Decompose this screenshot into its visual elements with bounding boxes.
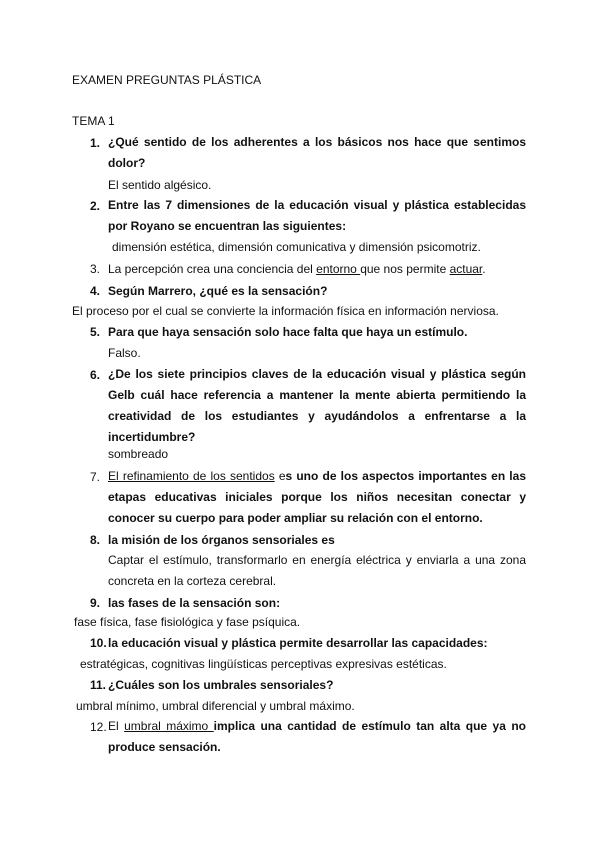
answer-text: El proceso por el cual se convierte la información física en información nerviosa.: [72, 304, 499, 318]
answer-text: dimensión estética, dimensión comunicativa y dimensión psicomotriz.: [112, 240, 481, 254]
answer-text: fase física, fase fisiológica y fase psíquica.: [74, 615, 301, 629]
item-number: 12.: [90, 720, 107, 734]
answer-text: Falso.: [108, 346, 141, 360]
answer-text: sombreado: [108, 447, 169, 461]
item-number: 1.: [90, 136, 101, 150]
statement-text: La percepción crea una conciencia del entorno que nos permite actuar.: [108, 262, 486, 276]
question-text: ¿Cuáles son los umbrales sensoriales?: [108, 678, 334, 692]
question-text: ¿De los siete principios claves de la educación visual y plástica según Gelb cuál hace referencia a mantener la mente abierta permitiendo la creatividad de los estudiantes y ayudándolos a enfrentarse a la incertidumbre?: [108, 367, 526, 444]
item-number: 10.: [90, 636, 107, 650]
underlined-term: umbral máximo: [124, 719, 214, 733]
underlined-term: actuar: [449, 262, 483, 276]
item-number: 8.: [90, 533, 101, 547]
underlined-term: El refinamiento de los sentidos: [108, 469, 275, 483]
item-number: 7.: [90, 470, 101, 484]
question-text: ¿Qué sentido de los adherentes a los básicos nos hace que sentimos dolor?: [108, 135, 526, 170]
section-heading: TEMA 1: [72, 114, 115, 128]
answer-text: Captar el estímulo, transformarlo en energía eléctrica y enviarla a una zona concreta en la corteza cerebral.: [108, 553, 526, 588]
item-number: 3.: [90, 262, 101, 276]
question-text: las fases de la sensación son:: [108, 596, 281, 610]
item-number: 4.: [90, 284, 101, 298]
answer-text: estratégicas, cognitivas lingüísticas perceptivas expresivas estéticas.: [80, 657, 447, 671]
item-number: 9.: [90, 596, 101, 610]
question-text: Entre las 7 dimensiones de la educación visual y plástica establecidas por Royano se encuentran las siguientes:: [108, 198, 526, 233]
item-number: 2.: [90, 199, 101, 213]
answer-text: El sentido algésico.: [108, 178, 212, 192]
question-text: Para que haya sensación solo hace falta que haya un estímulo.: [108, 325, 468, 339]
underlined-term: entorno: [316, 262, 361, 276]
answer-text: umbral mínimo, umbral diferencial y umbral máximo.: [76, 699, 355, 713]
document-title: EXAMEN PREGUNTAS PLÁSTICA: [72, 73, 262, 87]
question-text: El umbral máximo implica una cantidad de estímulo tan alta que ya no produce sensación.: [108, 719, 526, 754]
item-number: 5.: [90, 325, 101, 339]
question-text: la educación visual y plástica permite desarrollar las capacidades:: [108, 636, 488, 650]
question-text: Según Marrero, ¿qué es la sensación?: [108, 284, 328, 298]
item-number: 6.: [90, 368, 101, 382]
item-number: 11.: [90, 678, 107, 692]
question-text: El refinamiento de los sentidos es uno de los aspectos importantes en las etapas educativas iniciales porque los niños necesitan conectar y conocer su cuerpo para poder ampliar su relación con el entorno.: [108, 469, 526, 525]
question-text: la misión de los órganos sensoriales es: [108, 533, 335, 547]
